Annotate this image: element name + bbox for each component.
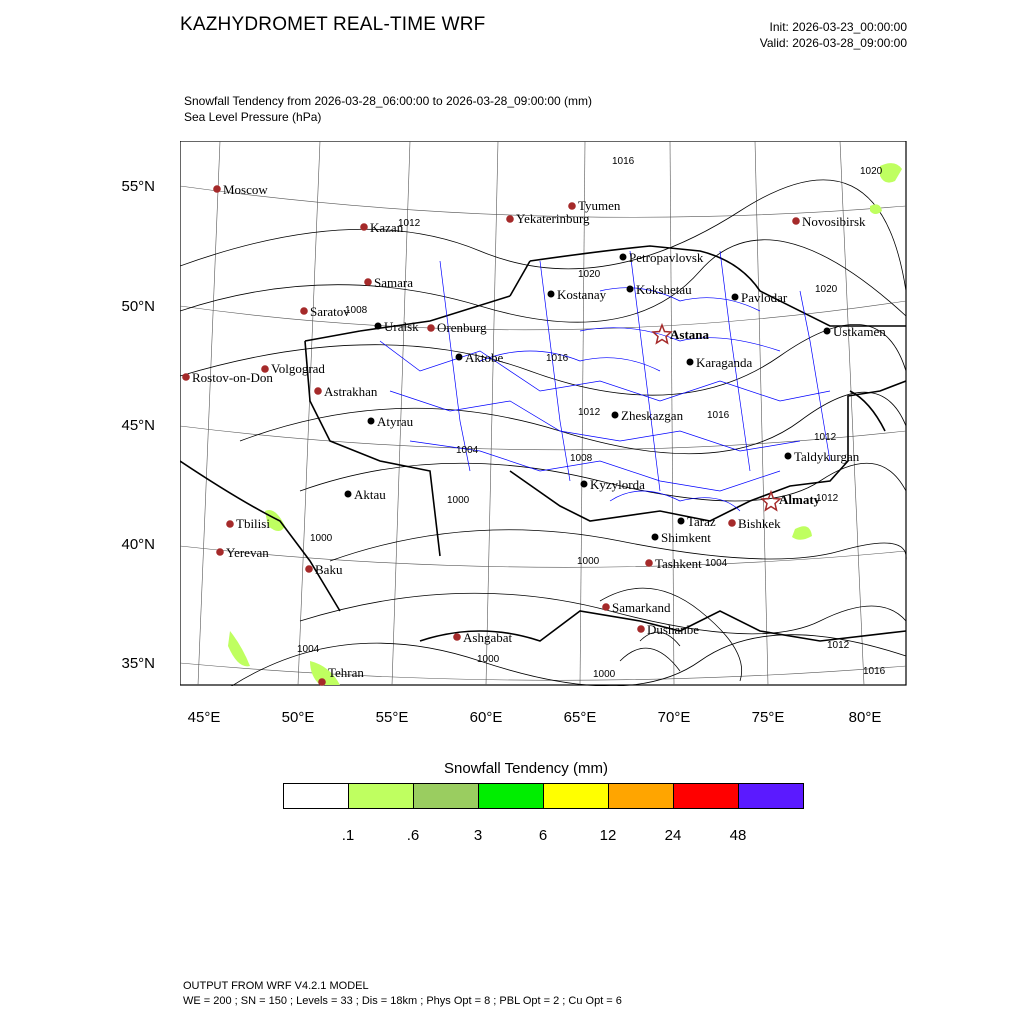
colorbar-tick: 24 xyxy=(664,827,682,844)
lon-label-70: 70°E xyxy=(657,709,691,726)
colorbar-tick: 6 xyxy=(538,827,548,844)
contour-label-1012: 1012 xyxy=(827,640,850,651)
city-volgograd: Volgograd xyxy=(271,361,325,376)
page-title: KAZHYDROMET REAL-TIME WRF xyxy=(180,14,486,35)
city-bishkek: Bishkek xyxy=(738,516,781,531)
city-shimkent: Shimkent xyxy=(661,530,711,545)
contour-label-1000: 1000 xyxy=(593,669,616,680)
colorbar-tick: 12 xyxy=(599,827,617,844)
contour-label-1012: 1012 xyxy=(816,493,839,504)
colorbar-title: Snowfall Tendency (mm) xyxy=(444,760,608,777)
contour-label-1004: 1004 xyxy=(297,644,320,655)
city-rostov-on-don: Rostov-on-Don xyxy=(192,370,273,385)
lon-label-60: 60°E xyxy=(469,709,503,726)
city-saratov: Saratov xyxy=(310,304,350,319)
city-karaganda: Karaganda xyxy=(696,355,753,370)
contour-label-1008: 1008 xyxy=(345,305,368,316)
lon-label-80: 80°E xyxy=(848,709,882,726)
city-samarkand: Samarkand xyxy=(612,600,671,615)
contour-label-1012: 1012 xyxy=(578,407,601,418)
contour-label-1016: 1016 xyxy=(546,353,569,364)
lat-label-35: 35°N xyxy=(121,655,155,672)
city-novosibirsk: Novosibirsk xyxy=(802,214,866,229)
contour-label-1016: 1016 xyxy=(707,410,730,421)
city-petropavlovsk: Petropavlovsk xyxy=(629,250,704,265)
contour-label-1020: 1020 xyxy=(860,166,883,177)
contour-label-1012: 1012 xyxy=(398,218,421,229)
contour-label-1008: 1008 xyxy=(570,453,593,464)
lon-label-45: 45°E xyxy=(187,709,221,726)
colorbar-tick: .6 xyxy=(406,827,420,844)
city-dushanbe: Dushanbe xyxy=(647,622,699,637)
city-tehran: Tehran xyxy=(328,665,364,680)
lat-label-50: 50°N xyxy=(121,298,155,315)
city-atyrau: Atyrau xyxy=(377,414,414,429)
contour-label-1000: 1000 xyxy=(310,533,333,544)
city-yekaterinburg: Yekaterinburg xyxy=(516,211,590,226)
field-subtitle-pressure: Sea Level Pressure (hPa) xyxy=(184,110,322,124)
lon-label-55: 55°E xyxy=(375,709,409,726)
colorbar-tick: .1 xyxy=(341,827,355,844)
init-valid-block xyxy=(760,19,907,51)
city-zheskazgan: Zheskazgan xyxy=(621,408,684,423)
colorbar-box xyxy=(284,784,349,808)
colorbar-box xyxy=(544,784,609,808)
lon-label-50: 50°E xyxy=(281,709,315,726)
city-tyumen: Tyumen xyxy=(578,198,621,213)
city-aktau: Aktau xyxy=(354,487,386,502)
init-time: Init: 2026-03-23_00:00:00 xyxy=(769,20,907,34)
colorbar-tick: 3 xyxy=(473,827,483,844)
contour-label-1000: 1000 xyxy=(447,495,470,506)
city-samara: Samara xyxy=(374,275,413,290)
colorbar-box xyxy=(609,784,674,808)
map-panel xyxy=(180,141,907,686)
city-ashgabat: Ashgabat xyxy=(463,630,513,645)
city-ustkamen: Ustkamen xyxy=(833,324,886,339)
city-kyzylorda: Kyzylorda xyxy=(590,477,645,492)
contour-label-1016: 1016 xyxy=(863,666,886,677)
city-taraz: Taraz xyxy=(687,514,716,529)
valid-time: Valid: 2026-03-28_09:00:00 xyxy=(759,36,907,50)
city-kokshetau: Kokshetau xyxy=(636,282,692,297)
city-yerevan: Yerevan xyxy=(226,545,269,560)
city-taldykurgan: Taldykurgan xyxy=(794,449,860,464)
city-uralsk: Uralsk xyxy=(384,319,419,334)
contour-label-1004: 1004 xyxy=(705,558,728,569)
colorbar xyxy=(283,783,804,809)
city-tbilisi: Tbilisi xyxy=(236,516,270,531)
contour-label-1012: 1012 xyxy=(814,432,837,443)
contour-label-1016: 1016 xyxy=(612,156,635,167)
colorbar-tick: 48 xyxy=(729,827,747,844)
city-moscow: Moscow xyxy=(223,182,268,197)
colorbar-box xyxy=(349,784,414,808)
lat-label-40: 40°N xyxy=(121,536,155,553)
colorbar-box xyxy=(414,784,479,808)
colorbar-box xyxy=(479,784,544,808)
colorbar-box xyxy=(674,784,739,808)
lon-label-75: 75°E xyxy=(751,709,785,726)
contour-label-1000: 1000 xyxy=(577,556,600,567)
footer-config: WE = 200 ; SN = 150 ; Levels = 33 ; Dis = 18km ; Phys Opt = 8 ; PBL Opt = 2 ; Cu Opt = 6 xyxy=(183,995,622,1007)
lat-label-55: 55°N xyxy=(121,178,155,195)
city-almaty: Almaty xyxy=(779,492,821,507)
city-kostanay: Kostanay xyxy=(557,287,607,302)
city-astrakhan: Astrakhan xyxy=(324,384,378,399)
city-aktobe: Aktobe xyxy=(465,350,504,365)
field-subtitle-snowfall: Snowfall Tendency from 2026-03-28_06:00:00 to 2026-03-28_09:00:00 (mm) xyxy=(184,94,593,108)
city-astana: Astana xyxy=(670,327,710,342)
contour-label-1020: 1020 xyxy=(578,269,601,280)
city-baku: Baku xyxy=(315,562,343,577)
lon-label-65: 65°E xyxy=(563,709,597,726)
lat-label-45: 45°N xyxy=(121,417,155,434)
contour-label-1000: 1000 xyxy=(477,654,500,665)
city-kazan: Kazan xyxy=(370,220,404,235)
city-orenburg: Orenburg xyxy=(437,320,487,335)
colorbar-box xyxy=(739,784,803,808)
contour-label-1004: 1004 xyxy=(456,445,479,456)
city-tashkent: Tashkent xyxy=(655,556,702,571)
city-pavlodar: Pavlodar xyxy=(741,290,788,305)
footer-model: OUTPUT FROM WRF V4.2.1 MODEL xyxy=(183,980,369,992)
contour-label-1020: 1020 xyxy=(815,284,838,295)
